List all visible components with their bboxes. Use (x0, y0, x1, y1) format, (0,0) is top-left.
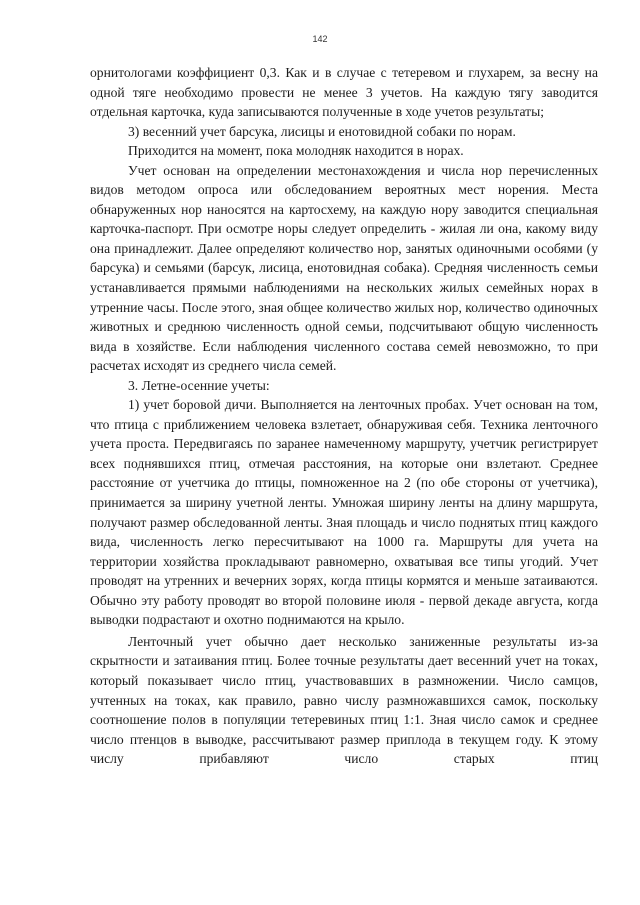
paragraph: 3. Летне-осенние учеты: (128, 377, 270, 393)
paragraph: Учет основан на определении местонахождения и числа нор перечисленных видов методом опроса или обследованием вероятных мест норения. Места обнаруженных нор наносятся на картосхему, на каждую нору заводится специальная карточка-паспорт. При осмотре норы следует определить - жилая ли она, какому виду она принадлежит. Далее определяют количество нор, занятых одиночными особями (у барсука) и семьями (барсук, лисица, енотовидная собака). Средняя численность семьи устанавливается прямыми наблюдениями на нескольких жилых семейных норах в утренние часы. После этого, зная общее количество жилых нор, количество одиночных животных и среднюю численность одной семьи, подсчитывают общую численность вида в хозяйстве. Если наблюдения численного состава семей невозможно, то при расчетах исходят из среднего числа семей. (90, 162, 598, 374)
paragraph: Ленточный учет обычно дает несколько заниженные результаты из-за скрытности и затаивания птиц. Более точные результаты дает весенний учет на токах, который показывает число птиц, участвовавших в размножении. Число самцов, учтенных на токах, как правило, равно числу размножавшихся самок, поскольку соотношение полов в популяции тетеревиных птиц 1:1. Зная число самок и среднее число птенцов в выводке, рассчитывают размер приплода в текущем году. К этому числу прибавляют число старых птиц (90, 633, 598, 767)
paragraph: Приходится на момент, пока молодняк находится в норах. (128, 143, 464, 159)
page-number: 142 (312, 34, 328, 44)
paragraph: 1) учет боровой дичи. Выполняется на ленточных пробах. Учет основан на том, что птица с приближением человека взлетает, обнаруживая себя. Техника ленточного учета проста. Передвигаясь по заранее намеченному маршруту, учетчик регистрирует всех поднявшихся птиц, отмечая расстояния, на которые они взлетают. Среднее расстояние от учетчика до птицы, помноженное на 2 (по обе стороны от учетчика), принимается за ширину учетной ленты. Умножая ширину ленты на длину маршрута, получают размер обследованной ленты. Зная площадь и число поднятых птиц каждого вида, численность легко пересчитывают на 1000 га. Маршруты для учета на территории хозяйства прокладывают равномерно, охватывая все типы угодий. Учет проводят на утренних и вечерних зорях, когда птицы кормятся и меньше затаиваются. Обычно эту работу проводят во второй половине июля - первой декаде августа, когда выводки подрастают и охотно поднимаются на крыло. (90, 397, 598, 628)
paragraph: 3) весенний учет барсука, лисицы и енотовидной собаки по норам. (128, 123, 516, 139)
body-text (90, 63, 598, 769)
paragraph: орнитологами коэффициент 0,3. Как и в случае с тетеревом и глухарем, за весну на одной тяге необходимо провести не менее 3 учетов. На каждую тягу заводится отдельная карточка, куда записываются полученные в ходе учетов результаты; (90, 65, 598, 120)
